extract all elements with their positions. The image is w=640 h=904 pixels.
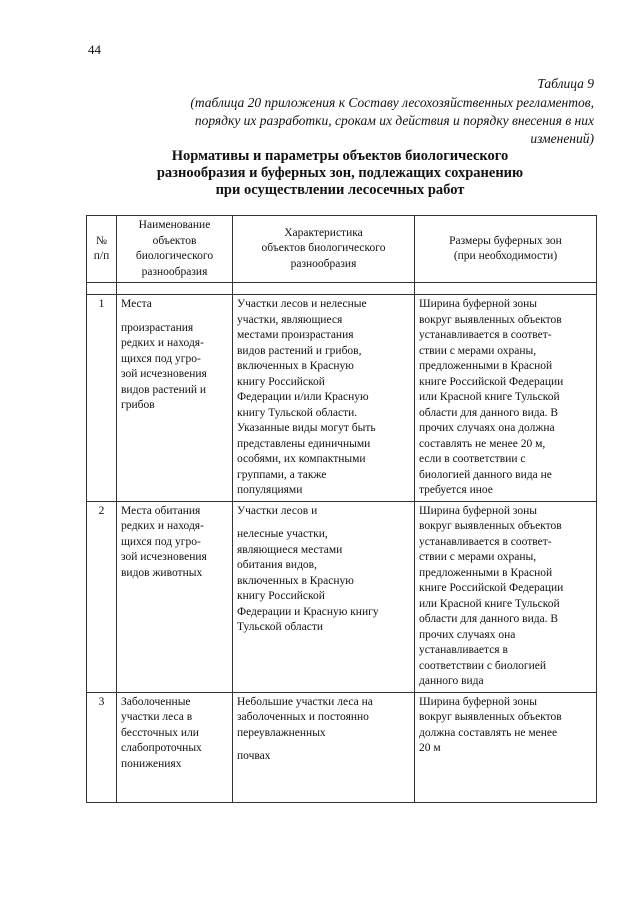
cell-line: популяциями bbox=[237, 484, 303, 496]
cell-line: должна составлять не менее bbox=[419, 726, 558, 739]
row-characteristic bbox=[233, 295, 415, 502]
row-name bbox=[117, 692, 233, 802]
cell-line: составлять не менее 20 м, bbox=[419, 437, 546, 450]
header-line: Наименование bbox=[138, 219, 211, 231]
cell-line: требуется иное bbox=[419, 484, 493, 496]
cell-line: вокруг выявленных объектов bbox=[419, 711, 562, 723]
cell-line: соответствии с биологией bbox=[419, 659, 547, 672]
cell-line: слабопроточных bbox=[121, 742, 202, 754]
cell-line: книге Российской Федерации bbox=[419, 582, 564, 594]
table-row bbox=[87, 501, 597, 692]
cell-line: произрастания bbox=[121, 321, 194, 334]
row-buffer bbox=[415, 692, 597, 802]
cell-line: книге Российской Федерации bbox=[419, 375, 564, 388]
cell-line: включенных в Красную bbox=[237, 360, 354, 372]
row-characteristic bbox=[233, 692, 415, 802]
cell-line: Федерации и/или Красную bbox=[237, 391, 369, 403]
cell-line: книгу Российской bbox=[237, 590, 325, 602]
cell-line: Места bbox=[121, 298, 152, 310]
cell-line: участки, являющиеся bbox=[237, 313, 343, 326]
cell-line: предложенными в Красной bbox=[419, 360, 553, 372]
header-num bbox=[87, 216, 117, 283]
cell-line: устанавливается в bbox=[419, 644, 508, 656]
cell-line: щихся под угро- bbox=[121, 352, 201, 365]
header-characteristic bbox=[233, 216, 415, 283]
row-name bbox=[117, 295, 233, 502]
reference-line: порядку их разработки, срокам их действия и порядку внесения в них bbox=[194, 113, 594, 128]
reference-line: изменений) bbox=[530, 131, 594, 146]
header-line: объектов bbox=[152, 234, 197, 247]
cell-line: особями, их компактными bbox=[237, 453, 366, 465]
document-title bbox=[88, 148, 592, 199]
biodiversity-table bbox=[86, 215, 597, 803]
cell-line: грибов bbox=[121, 399, 155, 411]
header-line: разнообразия bbox=[141, 265, 208, 278]
page-number: 44 bbox=[88, 42, 101, 57]
spacer-row bbox=[87, 283, 597, 295]
header-line: (при необходимости) bbox=[453, 250, 558, 262]
cell-line: устанавливается в соответ- bbox=[419, 329, 552, 341]
cell-line: Ширина буферной зоны bbox=[419, 695, 538, 708]
cell-line: редких и находя- bbox=[121, 337, 204, 349]
row-buffer bbox=[415, 501, 597, 692]
cell-line: данного вида bbox=[419, 675, 484, 687]
cell-line: местами произрастания bbox=[237, 329, 354, 341]
cell-line: видов животных bbox=[121, 566, 203, 579]
cell-line: или Красной книге Тульской bbox=[419, 391, 560, 403]
header-line: № bbox=[96, 234, 107, 247]
cell-line: Тульской области bbox=[237, 621, 324, 633]
table-row bbox=[87, 692, 597, 802]
cell-line: книгу Российской bbox=[237, 375, 325, 388]
header-line: разнообразия bbox=[290, 257, 357, 270]
cell-line: переувлажненных bbox=[237, 726, 326, 739]
cell-line: включенных в Красную bbox=[237, 574, 354, 587]
cell-line: редких и находя- bbox=[121, 520, 204, 532]
cell-line: щихся под угро- bbox=[121, 535, 201, 548]
cell-line: участки леса в bbox=[121, 711, 193, 723]
cell-line: Места обитания bbox=[121, 504, 201, 517]
cell-line: зой исчезновения bbox=[121, 551, 207, 563]
cell-line: книгу Тульской области. bbox=[237, 406, 358, 419]
cell-line: Ширина буферной зоны bbox=[419, 504, 538, 517]
title-line: разнообразия и буферных зон, подлежащих сохранению bbox=[156, 165, 524, 181]
header-line: Характеристика bbox=[284, 226, 363, 239]
cell-line: если в соответствии с bbox=[419, 453, 526, 465]
header-buffer bbox=[415, 216, 597, 283]
header-line: биологического bbox=[135, 250, 214, 262]
cell-line: зой исчезновения bbox=[121, 368, 207, 380]
header-line: п/п bbox=[93, 250, 110, 262]
cell-line: биологией данного вида не bbox=[419, 468, 552, 481]
cell-line: вокруг выявленных объектов bbox=[419, 520, 562, 532]
table-row bbox=[87, 295, 597, 502]
cell-line: ствии с мерами охраны, bbox=[419, 551, 537, 563]
cell-line: вокруг выявленных объектов bbox=[419, 313, 562, 326]
row-num: 3 bbox=[87, 692, 117, 802]
row-num: 2 bbox=[87, 501, 117, 692]
reference-line: (таблица 20 приложения к Составу лесохозяйственных регламентов, bbox=[190, 95, 594, 110]
cell-line: представлены единичными bbox=[237, 437, 371, 450]
cell-line: Указанные виды могут быть bbox=[237, 422, 376, 434]
cell-line: прочих случаях она bbox=[419, 628, 516, 641]
cell-line: видов растений и bbox=[121, 383, 207, 396]
cell-line: обитания видов, bbox=[237, 559, 317, 571]
cell-line: почвах bbox=[237, 750, 271, 762]
cell-line: видов растений и грибов, bbox=[237, 344, 362, 357]
cell-line: ствии с мерами охраны, bbox=[419, 344, 537, 357]
cell-line: Небольшие участки леса на bbox=[237, 695, 373, 708]
header-line: объектов биологического bbox=[261, 242, 386, 255]
cell-line: 20 м bbox=[419, 742, 441, 754]
header-row bbox=[87, 216, 597, 283]
cell-line: Участки лесов и нелесные bbox=[237, 298, 367, 310]
row-num: 1 bbox=[87, 295, 117, 502]
cell-line: заболоченных и постоянно bbox=[237, 711, 369, 723]
cell-line: области для данного вида. В bbox=[419, 406, 559, 419]
title-line: при осуществлении лесосечных работ bbox=[215, 182, 465, 198]
row-buffer bbox=[415, 295, 597, 502]
cell-line: нелесные участки, bbox=[237, 528, 328, 540]
row-name bbox=[117, 501, 233, 692]
cell-line: понижениях bbox=[121, 757, 182, 770]
header-name bbox=[117, 216, 233, 283]
title-line: Нормативы и параметры объектов биологического bbox=[171, 148, 509, 164]
header-line: Размеры буферных зон bbox=[449, 234, 562, 247]
cell-line: Участки лесов и bbox=[237, 504, 318, 517]
cell-line: Ширина буферной зоны bbox=[419, 298, 538, 310]
cell-line: прочих случаях она должна bbox=[419, 422, 555, 434]
cell-line: или Красной книге Тульской bbox=[419, 597, 560, 610]
cell-line: являющиеся местами bbox=[237, 543, 343, 556]
table-label: Таблица 9 bbox=[537, 76, 594, 91]
cell-line: бессточных или bbox=[121, 726, 199, 739]
cell-line: группами, а также bbox=[237, 468, 327, 481]
cell-line: предложенными в Красной bbox=[419, 566, 553, 579]
row-characteristic bbox=[233, 501, 415, 692]
cell-line: Заболоченные bbox=[121, 695, 191, 708]
cell-line: области для данного вида. В bbox=[419, 613, 559, 625]
cell-line: устанавливается в соответ- bbox=[419, 535, 552, 548]
cell-line: Федерации и Красную книгу bbox=[237, 605, 379, 618]
